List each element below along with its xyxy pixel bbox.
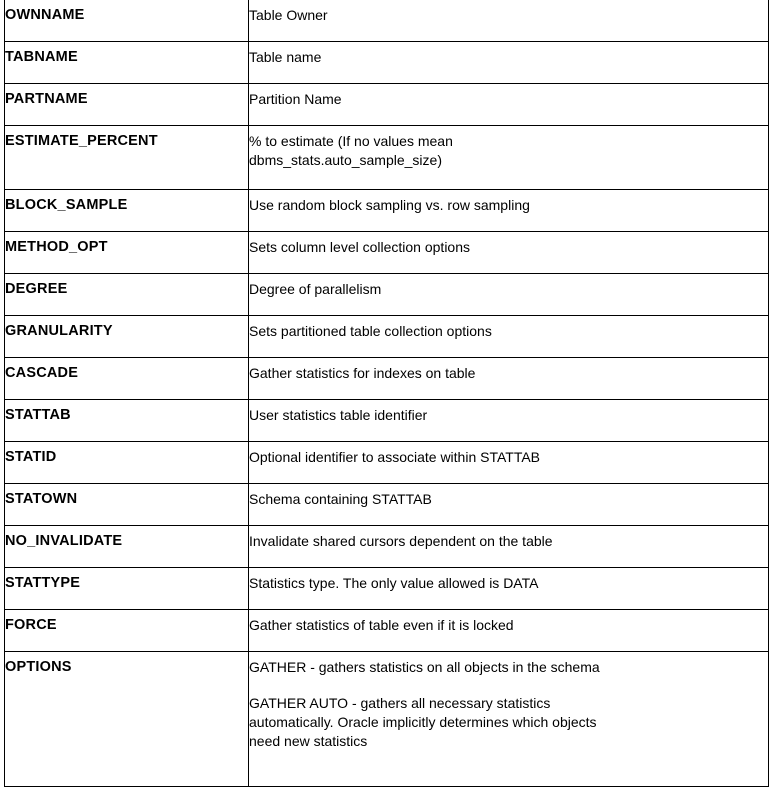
parameter-name-cell: STATTAB (5, 400, 249, 442)
parameter-name-cell: STATTYPE (5, 568, 249, 610)
parameter-description-cell (249, 84, 769, 126)
description-line: % to estimate (If no values mean (249, 133, 453, 149)
description-line: Use random block sampling vs. row sampling (249, 197, 530, 213)
description-line: Invalidate shared cursors dependent on the table (249, 533, 553, 549)
table-row (5, 400, 769, 442)
table-row (5, 484, 769, 526)
table-row (5, 84, 769, 126)
parameter-name-cell: OWNNAME (5, 0, 249, 42)
description-line: Sets partitioned table collection options (249, 323, 492, 339)
table-row (5, 610, 769, 652)
table-row (5, 652, 769, 787)
description-line: need new statistics (249, 733, 368, 749)
parameter-name-cell: DEGREE (5, 274, 249, 316)
description-line: User statistics table identifier (249, 407, 428, 423)
description-paragraph (249, 658, 768, 677)
parameter-description-cell (249, 610, 769, 652)
description-line: dbms_stats.auto_sample_size) (249, 152, 442, 168)
parameter-description-cell (249, 126, 769, 190)
description-line: Table Owner (249, 7, 328, 23)
table-row (5, 358, 769, 400)
description-line: Table name (249, 49, 322, 65)
parameter-name-cell: CASCADE (5, 358, 249, 400)
table-row (5, 232, 769, 274)
parameter-description-cell (249, 400, 769, 442)
parameter-description-cell (249, 42, 769, 84)
parameter-name-cell: OPTIONS (5, 652, 249, 787)
parameter-description-cell (249, 316, 769, 358)
parameter-name-cell: GRANULARITY (5, 316, 249, 358)
table-row (5, 0, 769, 42)
parameter-name-cell: STATOWN (5, 484, 249, 526)
table-row (5, 442, 769, 484)
parameter-description-cell (249, 568, 769, 610)
parameter-description-cell (249, 232, 769, 274)
description-line: Sets column level collection options (249, 239, 471, 255)
description-line: Gather statistics for indexes on table (249, 365, 476, 381)
description-line: Degree of parallelism (249, 281, 382, 297)
parameter-description-cell (249, 652, 769, 787)
parameters-table-body (5, 0, 769, 787)
description-line: Partition Name (249, 91, 342, 107)
description-line: Statistics type. The only value allowed is DATA (249, 575, 539, 591)
parameter-description-cell (249, 358, 769, 400)
parameter-name-cell: PARTNAME (5, 84, 249, 126)
table-row (5, 568, 769, 610)
description-line: Optional identifier to associate within STATTAB (249, 449, 541, 465)
parameter-description-cell (249, 190, 769, 232)
parameters-table (4, 0, 769, 787)
table-row (5, 316, 769, 358)
table-row (5, 274, 769, 316)
parameter-name-cell: NO_INVALIDATE (5, 526, 249, 568)
parameter-description-cell (249, 0, 769, 42)
description-line: Gather statistics of table even if it is locked (249, 617, 514, 633)
parameter-description-cell (249, 526, 769, 568)
description-line: Schema containing STATTAB (249, 491, 432, 507)
parameter-description-cell (249, 484, 769, 526)
parameter-name-cell: TABNAME (5, 42, 249, 84)
parameter-description-cell (249, 442, 769, 484)
table-row (5, 526, 769, 568)
table-row (5, 126, 769, 190)
table-row (5, 190, 769, 232)
description-line: GATHER AUTO - gathers all necessary statistics (249, 695, 551, 711)
parameter-name-cell: BLOCK_SAMPLE (5, 190, 249, 232)
parameter-description-cell (249, 274, 769, 316)
parameter-name-cell: ESTIMATE_PERCENT (5, 126, 249, 190)
description-line: automatically. Oracle implicitly determines which objects (249, 714, 597, 730)
parameter-name-cell: FORCE (5, 610, 249, 652)
description-line: GATHER - gathers statistics on all objects in the schema (249, 659, 600, 675)
parameter-name-cell: METHOD_OPT (5, 232, 249, 274)
description-paragraph (249, 694, 768, 751)
table-row (5, 42, 769, 84)
parameter-name-cell: STATID (5, 442, 249, 484)
